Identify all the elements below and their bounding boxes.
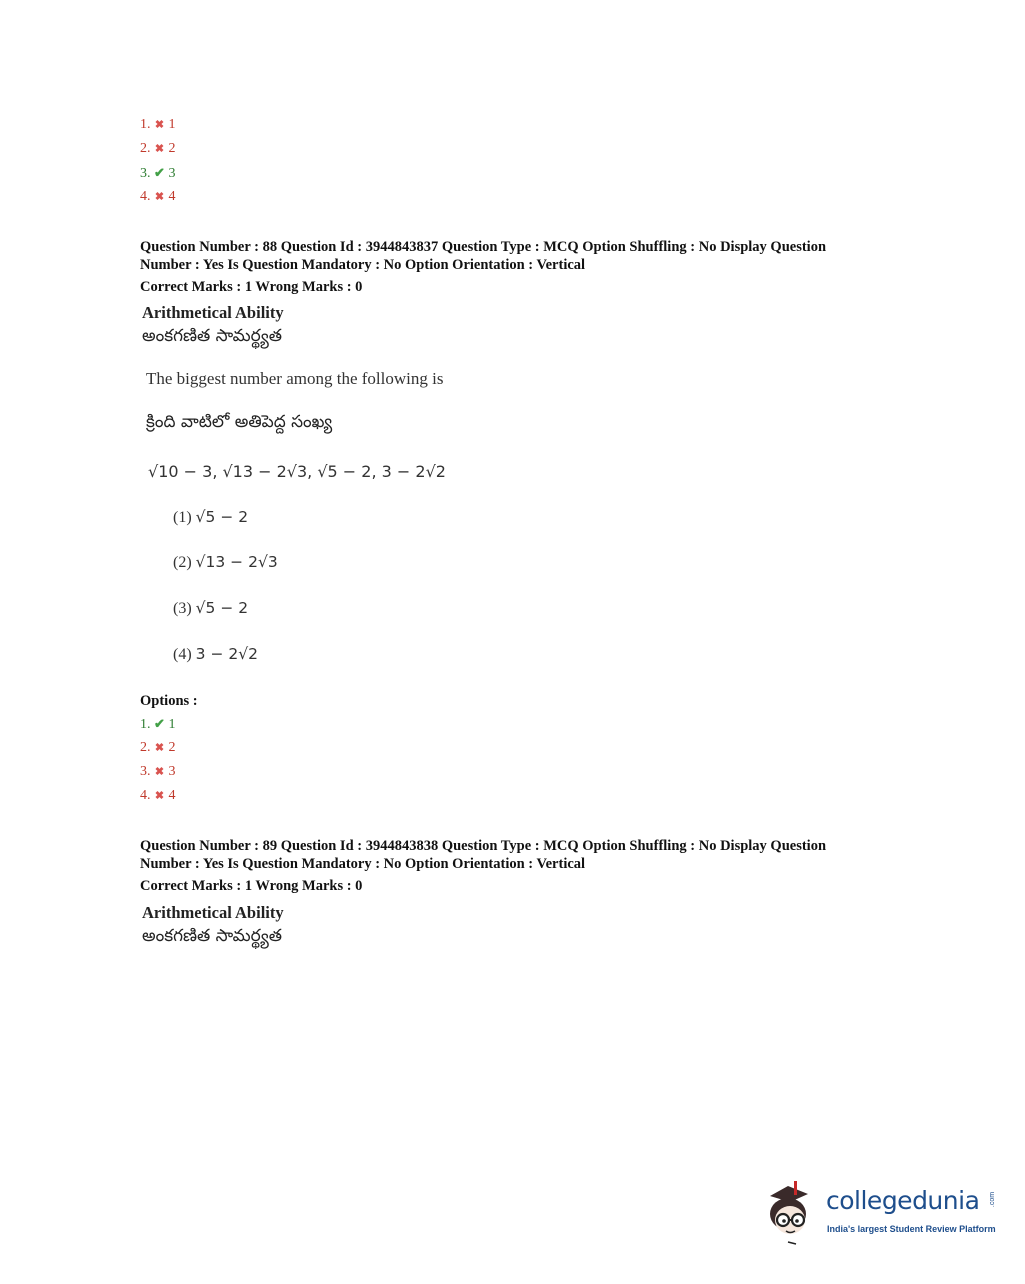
subject-english: Arithmetical Ability: [142, 903, 284, 922]
option-number: 3.: [140, 166, 151, 181]
options-heading: Options :: [140, 693, 198, 709]
cross-icon: ✖: [154, 790, 165, 802]
question-meta-line: Number : Yes Is Question Mandatory : No Option Orientation : Vertical: [140, 856, 586, 872]
choice-text: 3 − 2√2: [195, 645, 258, 663]
option-value: 4: [168, 788, 176, 803]
question-marks: Correct Marks : 1 Wrong Marks : 0: [140, 279, 363, 295]
question-text-english: The biggest number among the following is: [146, 369, 444, 388]
answer-choice: [173, 508, 248, 527]
question-meta-line: Question Number : 89 Question Id : 3944843838 Question Type : MCQ Option Shuffling : No Display Question: [140, 838, 827, 854]
question-text-telugu: క్రింది వాటిలో అతిపెద్ద సంఖ్య: [146, 412, 333, 432]
option-row: [140, 715, 176, 734]
option-value: 4: [168, 189, 176, 204]
option-number: 4.: [140, 189, 151, 204]
question-marks: Correct Marks : 1 Wrong Marks : 0: [140, 878, 363, 894]
question-meta: [140, 238, 910, 274]
question-meta-line: Question Number : 88 Question Id : 3944843837 Question Type : MCQ Option Shuffling : No Display Question: [140, 239, 827, 255]
option-number: 1.: [140, 117, 151, 132]
check-icon: ✔: [154, 716, 165, 731]
subject-telugu: అంకగణిత సామర్థ్యత: [142, 326, 282, 346]
option-row: [140, 188, 176, 206]
option-number: 4.: [140, 788, 151, 803]
option-value: 3: [168, 764, 176, 779]
subject-english: Arithmetical Ability: [142, 303, 284, 322]
option-number: 1.: [140, 717, 151, 732]
cross-icon: ✖: [154, 143, 165, 155]
cross-icon: ✖: [154, 742, 165, 754]
question-meta-line: Number : Yes Is Question Mandatory : No Option Orientation : Vertical: [140, 257, 586, 273]
option-value: 1: [168, 117, 176, 132]
option-row: [140, 739, 176, 757]
cross-icon: ✖: [154, 191, 165, 203]
answer-choice: [173, 645, 258, 664]
choice-label: (4): [173, 646, 192, 663]
question-expression: √10 − 3, √13 − 2√3, √5 − 2, 3 − 2√2: [148, 462, 446, 481]
check-icon: ✔: [154, 165, 165, 180]
option-value: 3: [168, 166, 176, 181]
option-value: 1: [168, 717, 176, 732]
choice-label: (2): [173, 554, 192, 571]
question-meta: [140, 837, 910, 873]
cross-icon: ✖: [154, 766, 165, 778]
logo-wordmark: collegedunia: [826, 1186, 980, 1215]
choice-label: (3): [173, 600, 192, 617]
choice-text: √5 − 2: [195, 599, 249, 617]
option-row: [140, 763, 176, 781]
option-number: 2.: [140, 740, 151, 755]
choice-text: √13 − 2√3: [195, 553, 278, 571]
collegedunia-logo: [766, 1176, 996, 1246]
option-value: 2: [168, 740, 176, 755]
mascot-icon: [766, 1176, 826, 1246]
option-number: 2.: [140, 141, 151, 156]
subject-telugu: అంకగణిత సామర్థ్యత: [142, 926, 282, 946]
logo-domain: .com: [989, 1191, 997, 1208]
option-row: [140, 116, 176, 134]
answer-choice: [173, 599, 248, 618]
choice-label: (1): [173, 509, 192, 526]
option-value: 2: [168, 141, 176, 156]
logo-tagline: India's largest Student Review Platform: [827, 1224, 996, 1234]
choice-text: √5 − 2: [195, 508, 249, 526]
option-row: [140, 164, 176, 183]
cross-icon: ✖: [154, 119, 165, 131]
answer-choice: [173, 553, 278, 572]
option-row: [140, 787, 176, 805]
option-row: [140, 140, 176, 158]
option-number: 3.: [140, 764, 151, 779]
